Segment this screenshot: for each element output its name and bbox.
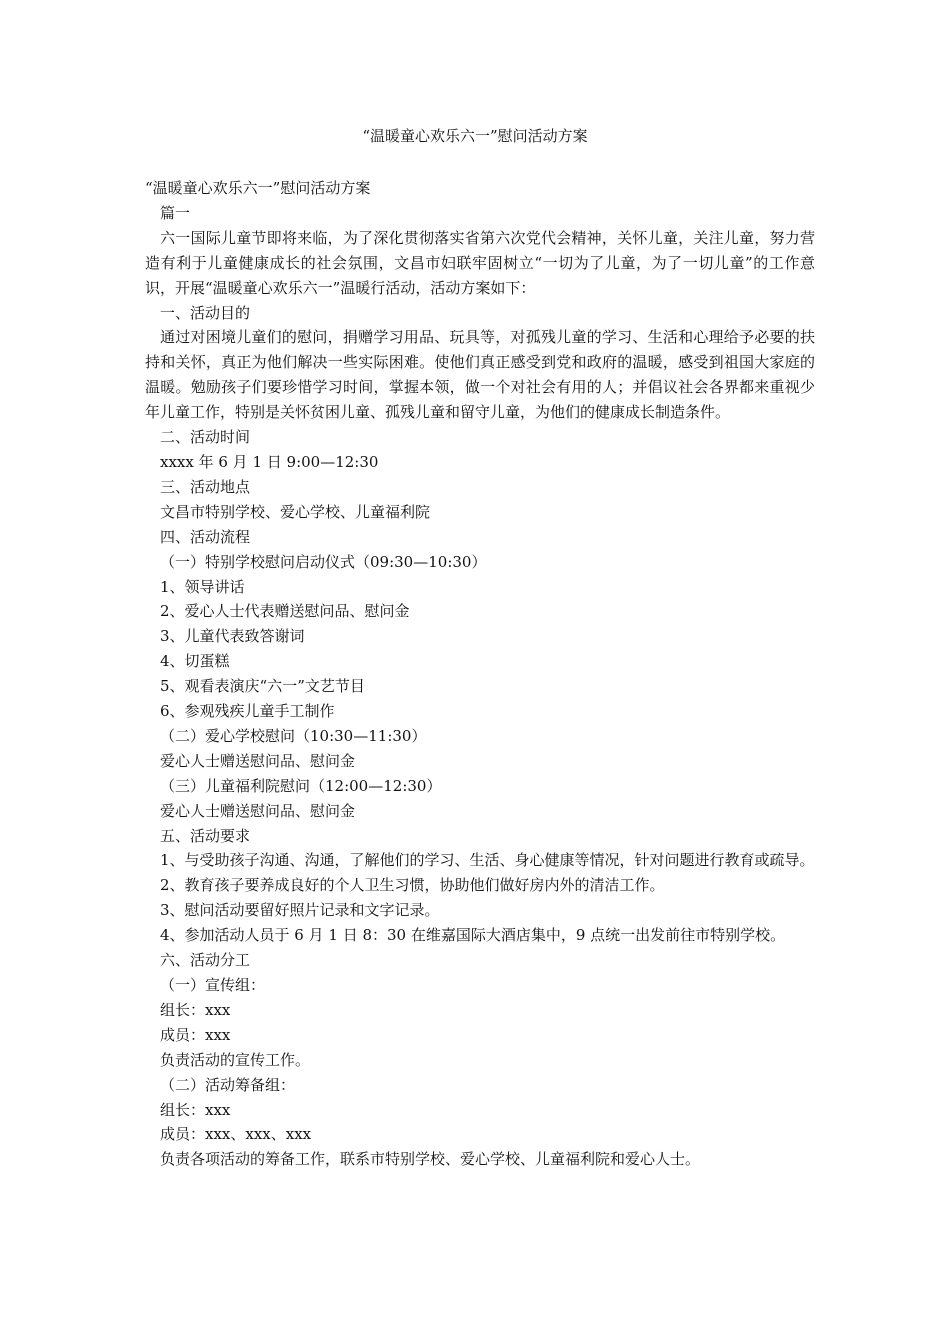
heading-place: 三、活动地点 [160, 477, 251, 496]
time-text: xxxx 年 6 月 1 日 9:00—12:30 [160, 452, 379, 471]
requirement-item: 2、教育孩子要养成良好的个人卫生习惯，协助他们做好房内外的清洁工作。 [160, 876, 665, 895]
list-item: 2、爱心人士代表赠送慰问品、慰问金 [160, 602, 410, 621]
list-item: 5、观看表演庆“六一”文艺节目 [160, 677, 365, 696]
intro-paragraph: 六一国际儿童节即将来临，为了深化贯彻落实省第六次党代会精神，关怀儿童，关注儿童，努力营造有利于儿童健康成长的社会氛围，文昌市妇联牢固树立“一切为了儿童，为了一切儿童”的工作意识，开展“温暖童心欢乐六一”温暖行活动，活动方案如下： [145, 228, 815, 297]
requirement-item: 3、慰问活动要留好照片记录和文字记录。 [160, 901, 440, 920]
list-item: 4、切蛋糕 [160, 652, 230, 671]
place-text: 文昌市特别学校、爱心学校、儿童福利院 [160, 502, 431, 521]
group1-duty: 负责活动的宣传工作。 [160, 1050, 311, 1069]
section-label: 篇一 [160, 203, 191, 222]
document-title: “温暖童心欢乐六一”慰问活动方案 [362, 127, 588, 145]
flow2-text: 爱心人士赠送慰问品、慰问金 [160, 751, 356, 770]
flow1-title: （一）特别学校慰问启动仪式（09:30—10:30） [160, 552, 487, 571]
group1-leader: 组长：xxx [160, 1000, 231, 1019]
heading-time: 二、活动时间 [160, 428, 251, 447]
flow2-title: （二）爱心学校慰问（10:30—11:30） [160, 726, 427, 745]
flow3-text: 爱心人士赠送慰问品、慰问金 [160, 801, 356, 820]
flow3-title: （三）儿童福利院慰问（12:00—12:30） [160, 776, 442, 795]
document-subtitle: “温暖童心欢乐六一”慰问活动方案 [145, 179, 371, 197]
heading-requirements: 五、活动要求 [160, 826, 251, 845]
group2-duty: 负责各项活动的筹备工作，联系市特别学校、爱心学校、儿童福利院和爱心人士。 [160, 1150, 701, 1169]
list-item: 1、领导讲话 [160, 577, 245, 596]
group2-members: 成员：xxx、xxx、xxx [160, 1125, 312, 1144]
document-body [145, 176, 815, 1172]
group1-members: 成员：xxx [160, 1025, 231, 1044]
list-item: 6、参观残疾儿童手工制作 [160, 702, 335, 721]
heading-flow: 四、活动流程 [160, 527, 251, 546]
purpose-paragraph: 通过对困境儿童们的慰问，捐赠学习用品、玩具等，对孤残儿童的学习、生活和心理给予必要的扶持和关怀，真正为他们解决一些实际困难。使他们真正感受到党和政府的温暖，感受到祖国大家庭的温暖。勉励孩子们要珍惜学习时间，掌握本领，做一个对社会有用的人；并倡议社会各界都来重视少年儿童工作，特别是关怀贫困儿童、孤残儿童和留守儿童，为他们的健康成长制造条件。 [145, 328, 815, 422]
requirement-item: 4、参加活动人员于 6 月 1 日 8：30 在维嘉国际大酒店集中，9 点统一出发前往市特别学校。 [160, 926, 786, 945]
heading-division: 六、活动分工 [160, 951, 251, 970]
heading-purpose: 一、活动目的 [160, 303, 251, 322]
group2-title: （二）活动筹备组： [160, 1075, 296, 1094]
requirement-item: 1、与受助孩子沟通、沟通，了解他们的学习、生活、身心健康等情况，针对问题进行教育或疏导。 [160, 851, 815, 870]
group2-leader: 组长：xxx [160, 1100, 231, 1119]
list-item: 3、儿童代表致答谢词 [160, 627, 305, 646]
group1-title: （一）宣传组： [160, 976, 266, 994]
